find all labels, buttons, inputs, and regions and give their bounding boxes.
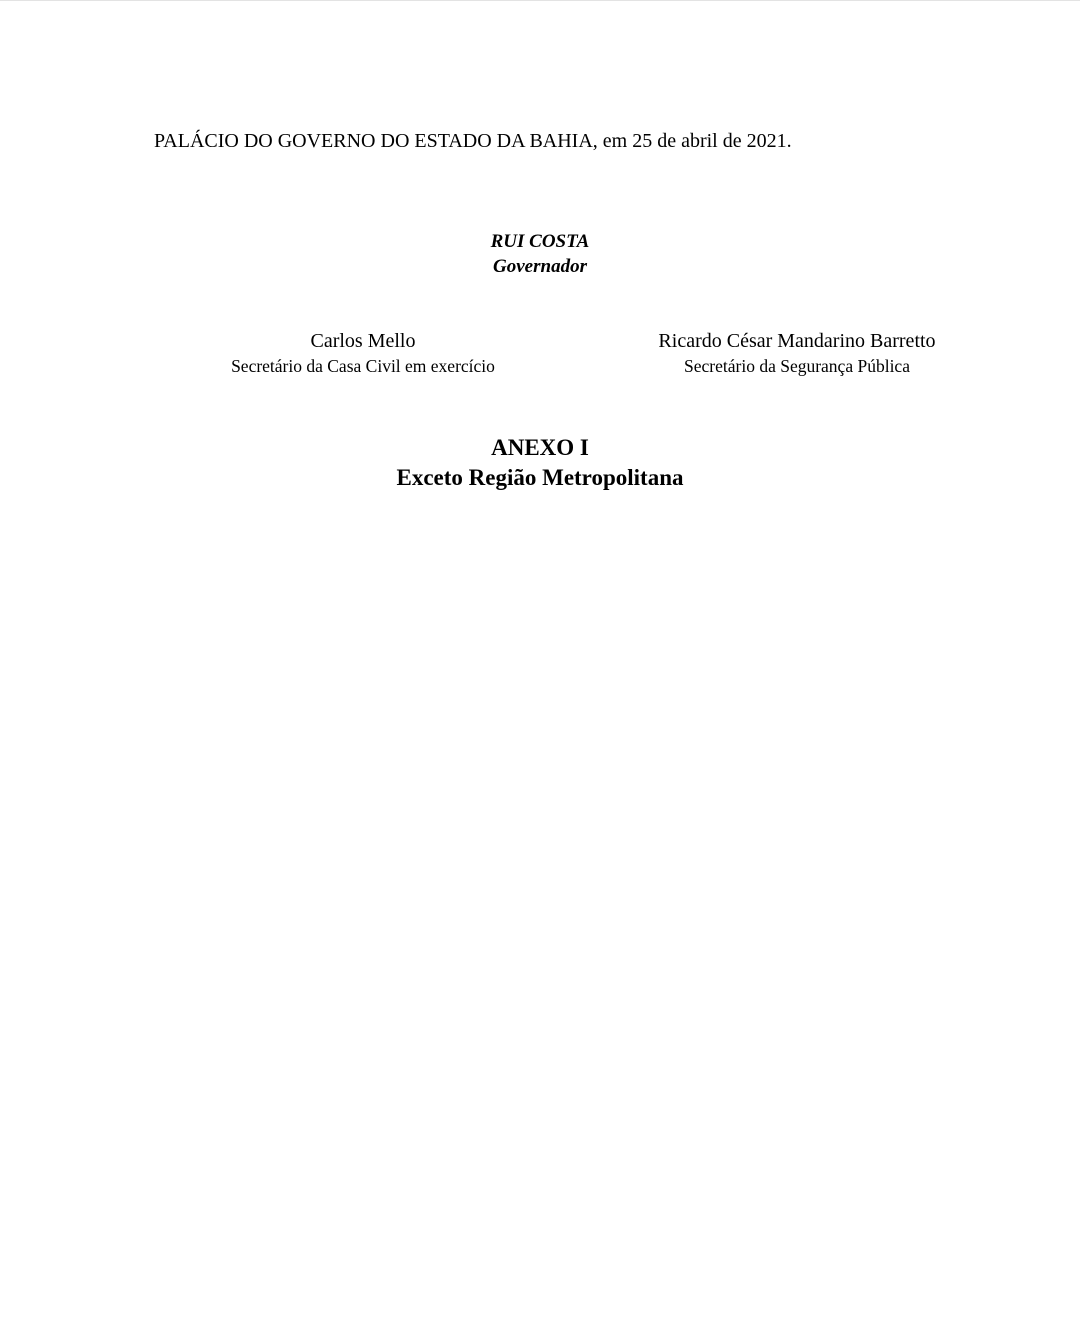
- signatory-name: Ricardo César Mandarino Barretto: [658, 330, 936, 352]
- place-date-line: PALÁCIO DO GOVERNO DO ESTADO DA BAHIA, em 25 de abril de 2021.: [154, 130, 792, 152]
- annex-subheading: Exceto Região Metropolitana: [396, 465, 684, 490]
- annex-heading: ANEXO I: [491, 435, 589, 460]
- annex-heading-block: [290, 433, 790, 493]
- governor-signature-block: [340, 229, 740, 279]
- signatory-casa-civil: [143, 329, 583, 378]
- signatory-seguranca-publica: [577, 329, 1017, 378]
- governor-title: Governador: [493, 256, 587, 277]
- signatory-role: Secretário da Casa Civil em exercício: [231, 356, 495, 376]
- signatory-name: Carlos Mello: [310, 330, 416, 352]
- signatory-role: Secretário da Segurança Pública: [684, 356, 910, 376]
- page-top-border: [0, 0, 1080, 1]
- governor-name: RUI COSTA: [490, 231, 590, 252]
